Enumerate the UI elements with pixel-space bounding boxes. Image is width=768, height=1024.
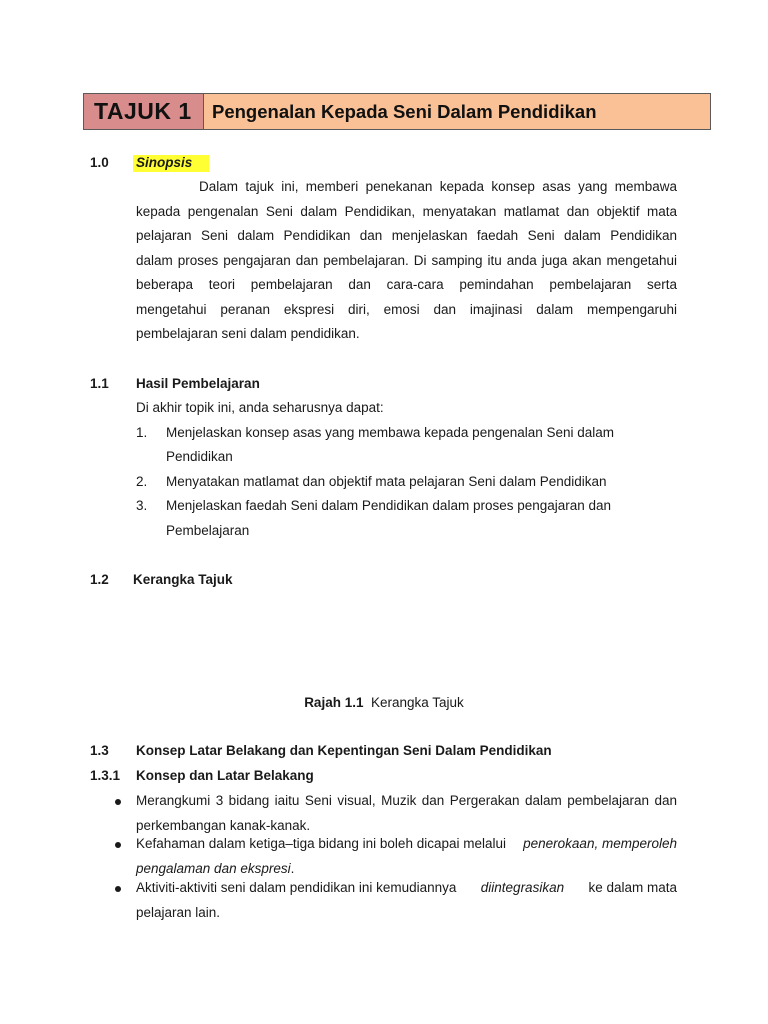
bullet-3-line-1-italic: diintegrasikan xyxy=(480,880,565,895)
sinopsis-line-2: kepada pengenalan Seni dalam Pendidikan, menyatakan matlamat dan objektif mata xyxy=(136,204,677,219)
bullet-2-line-2 xyxy=(136,861,294,876)
sinopsis-line-4: dalam proses pengajaran dan pembelajaran. Di samping itu anda juga akan mengetahui xyxy=(136,253,677,268)
section-heading-kerangka: Kerangka Tajuk xyxy=(133,572,233,587)
sinopsis-line-6: mengetahui peranan ekspresi diri, emosi dan imajinasi dalam mempengaruhi xyxy=(136,302,677,317)
bullet-dot xyxy=(115,799,121,805)
bullet-2-line-2-period: . xyxy=(290,861,295,876)
bullet-2-line-1-text: Kefahaman dalam ketiga–tiga bidang ini boleh dicapai melalui xyxy=(136,836,510,851)
bullet-2-line-2-italic: pengalaman dan ekspresi xyxy=(136,861,291,876)
section-heading-hasil: Hasil Pembelajaran xyxy=(136,376,260,391)
bullet-3-line-2: pelajaran lain. xyxy=(136,905,221,920)
bullet-1-line-2: perkembangan kanak-kanak. xyxy=(136,818,311,833)
chapter-title: Pengenalan Kepada Seni Dalam Pendidikan xyxy=(204,94,710,129)
section-heading-konsep-latar: Konsep Latar Belakang dan Kepentingan Seni Dalam Pendidikan xyxy=(136,743,552,758)
figure-caption xyxy=(0,695,768,710)
section-number-1-2: 1.2 xyxy=(90,572,109,587)
section-number-1-0: 1.0 xyxy=(90,155,109,170)
sinopsis-line-1: Dalam tajuk ini, memberi penekanan kepada konsep asas yang membawa xyxy=(199,179,677,194)
bullet-1-line-1: Merangkumi 3 bidang iaitu Seni visual, Muzik dan Pergerakan dalam pembelajaran dan xyxy=(136,793,677,808)
outcome-number: 1. xyxy=(136,425,148,440)
section-number-1-3: 1.3 xyxy=(90,743,109,758)
outcome-item-1-line-2: Pendidikan xyxy=(166,449,233,464)
section-number-1-3-1: 1.3.1 xyxy=(90,768,121,783)
bullet-3-line-1-text: Aktiviti-aktiviti seni dalam pendidikan ini kemudiannya xyxy=(136,880,457,895)
bullet-2-line-1 xyxy=(136,836,677,851)
chapter-header xyxy=(83,93,711,130)
learning-outcomes-intro: Di akhir topik ini, anda seharusnya dapat: xyxy=(136,400,384,415)
bullet-dot xyxy=(115,842,121,848)
figure-label: Rajah 1.1 xyxy=(304,695,364,710)
section-number-1-1: 1.1 xyxy=(90,376,109,391)
sinopsis-line-5: beberapa teori pembelajaran dan cara-cara pemindahan pembelajaran serta xyxy=(136,277,677,292)
outcome-item-1-line-1: Menjelaskan konsep asas yang membawa kepada pengenalan Seni dalam xyxy=(166,425,615,440)
outcome-number: 3. xyxy=(136,498,148,513)
section-heading-sinopsis: Sinopsis xyxy=(136,155,193,170)
section-heading-konsep-dan-latar: Konsep dan Latar Belakang xyxy=(136,768,314,783)
outcome-item-3-line-1: Menjelaskan faedah Seni dalam Pendidikan dalam proses pengajaran dan xyxy=(166,498,612,513)
outcome-item-3-line-2: Pembelajaran xyxy=(166,523,250,538)
chapter-number: TAJUK 1 xyxy=(84,94,204,129)
outcome-item-2-line-1: Menyatakan matlamat dan objektif mata pelajaran Seni dalam Pendidikan xyxy=(166,474,607,489)
bullet-3-line-1 xyxy=(136,880,677,895)
sinopsis-line-3: pelajaran Seni dalam Pendidikan dan menjelaskan faedah Seni dalam Pendidikan xyxy=(136,228,677,243)
sinopsis-line-7: pembelajaran seni dalam pendidikan. xyxy=(136,326,360,341)
figure-caption-text: Kerangka Tajuk xyxy=(370,695,464,710)
bullet-dot xyxy=(115,886,121,892)
outcome-number: 2. xyxy=(136,474,148,489)
bullet-3-line-1-rest: ke dalam mata xyxy=(588,880,677,895)
bullet-2-line-1-italic: penerokaan, memperoleh xyxy=(523,836,677,851)
